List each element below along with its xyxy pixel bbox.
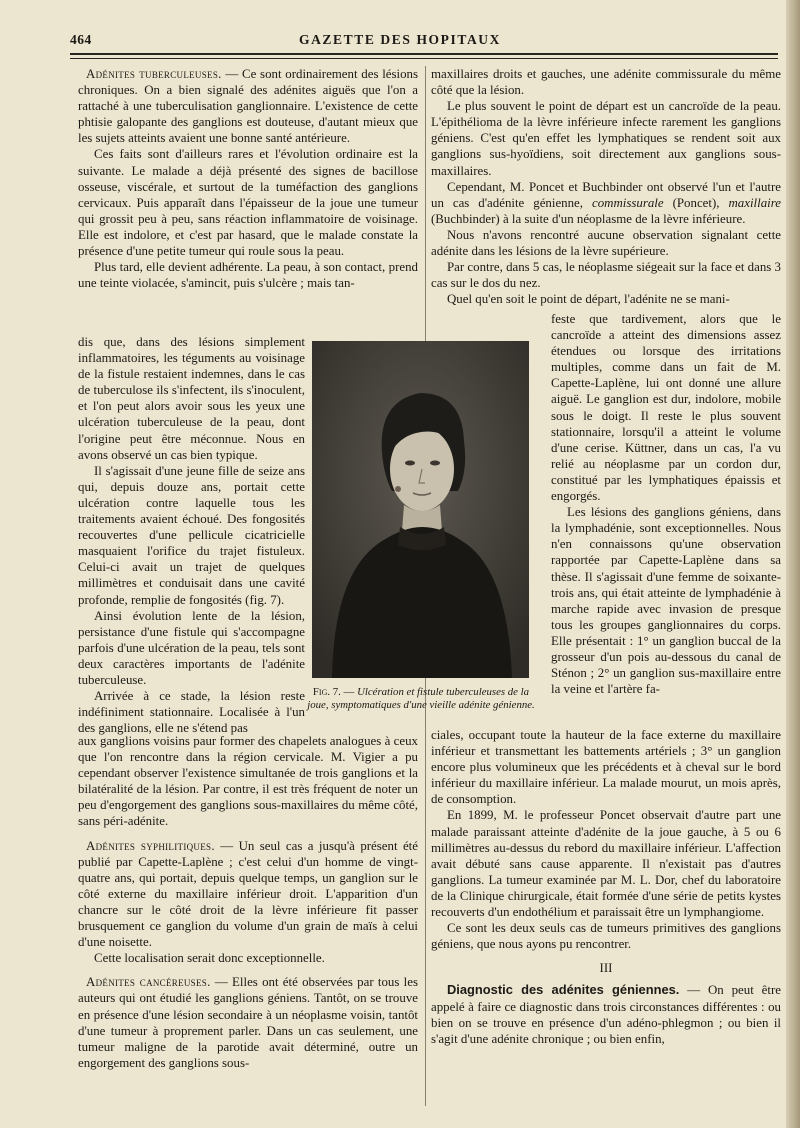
right-column-bottom (431, 727, 781, 1047)
paragraph: Ainsi évolution lente de la lésion, persistance d'une fistule qui s'accompagne parfois d'une ulcération de la peau, tels sont deux caractères importants de l'adénite tuberculeuse. (78, 608, 305, 687)
paragraph: En 1899, M. le professeur Poncet observait d'autre part une malade paraissant atteinte d'adénite de la joue gauche, à 5 ou 6 millimètres au-dessus du rebord du maxillaire inférieur. L'affection avait débuté sans cause apparente. Il n'existait pas d'autres ganglions. La tumeur examinée par M. L. Dor, chef du laboratoire de la Clinique chirurgicale, était formée d'une série de petits kystes recouverts d'un endothélium et paraissait être un lymphangiome. (431, 808, 781, 920)
italic-term: maxillaire (728, 195, 781, 210)
portrait-illustration (312, 341, 529, 678)
paragraph: feste que tardivement, alors que le cancroïde a atteint des dimensions assez étendues ou lorsque des irritations multiples, comme dans un fait de M. Capette-Laplène, lui ont donné une allure aiguë. Le ganglion est dur, indolore, mobile sous le doigt. Il reste le plus souvent stationnaire, lorsqu'il a atteint le volume d'une cerise. Küttner, dans un cas, l'a vu relié au néoplasme par un cordon dur, constitué par les lymphatiques épaissis et engorgés. (551, 312, 781, 504)
paragraph (431, 179, 781, 227)
paragraph: ciales, occupant toute la hauteur de la face externe du maxillaire inférieur et transmettant les battements artériels ; 3° un ganglion encore plus volumineux que les précédents et à cheval sur le bord inférieur du maxillaire inférieur. La malade mourut, un mois après, de consomption. (431, 728, 781, 807)
paragraph-text: (Buchbinder) à la suite d'un néoplasme de la lèvre inférieure. (431, 211, 746, 226)
paragraph-text: — Elles ont été observées par tous les auteurs qui ont étudié les ganglions géniens. Tantôt, on se trouve en présence d'une lésion secondaire à un néoplasme voisin, tantôt d'une tumeur à proprement parler. Dans un cas seulement, une tumeur maligne de la parotide avait déterminé, outre un engorgement des ganglions sous- (78, 975, 418, 1070)
paragraph: Le plus souvent le point de départ est un cancroïde de la peau. L'épithélioma de la lèvre inférieure infecte rarement les ganglions géniens. C'est qu'en effet les lymphatiques se rendent soit aux ganglions sus-hyoïdiens, soit directement aux ganglions sous-maxillaires. (431, 99, 781, 178)
figure-caption-text: Ulcération et fistule tuberculeuses de la joue, symptomatiques d'une vieille adénite génienne. (307, 686, 535, 711)
section-heading-diagnostic: Diagnostic des adénites géniennes. (447, 982, 680, 998)
paragraph: Il s'agissait d'une jeune fille de seize ans qui, depuis douze ans, portait cette ulcération contre laquelle tous les traitements avaient échoué. Des fongosités recouvertes d'une pellicule cicatricielle masquaient l'orifice du trajet fistuleux. Celui-ci avait un trajet de quelques millimètres et conduisait dans une cavité profonde, remplie de fongosités (fig. 7). (78, 463, 305, 607)
paragraph-text: — On peut être appelé à faire ce diagnostic dans trois circonstances différentes : ou bien on se trouve en présence d'un adéno-phlegmon ; ou bien il s'agit d'une adénite chronique ; ou bien enfin, (431, 983, 781, 1046)
running-title: GAZETTE DES HOPITAUX (298, 32, 502, 47)
right-column-top (431, 66, 781, 307)
section-heading-syphilitiques: Adénites syphilitiques. (86, 838, 215, 853)
paragraph: Les lésions des ganglions géniens, dans la lymphadénie, sont exceptionnelles. Nous n'en connaissons qu'une observation rapportée par Capette-Laplène dans sa thèse. Il s'agissait d'une femme de soixante-trois ans, qui était atteinte de lymphadénie à marche rapide avec invasion de presque tous les groupes ganglionnaires du corps. Elle présentait : 1° un ganglion buccal de la grosseur d'un pois au-dessous du canal de Sténon ; 2° un ganglion sus-maxillaire entre la veine et l'artère fa- (551, 505, 781, 697)
paragraph: Cette localisation serait donc exceptionnelle. (94, 951, 325, 966)
paragraph (431, 982, 781, 1046)
section-heading-tuberculeuses: Adénites tuberculeuses. (86, 67, 222, 81)
paragraph-text: — Un seul cas a jusqu'à présent été publié par Capette-Laplène ; c'est celui d'un homme de vingt-quatre ans, qui portait, depuis quelque temps, un ganglion sur le côté externe du maxillaire inférieur droit. L'apparition d'un chancre sur le côté droit de la lèvre inférieure fit passer brusquement ce ganglion du volume d'un grain de maïs à celui d'une noisette. (78, 838, 418, 950)
figure-label: Fig. 7. — (312, 686, 355, 698)
header-rule-thin (70, 58, 778, 59)
figure-photograph (312, 341, 529, 678)
figure-caption (306, 686, 536, 712)
paragraph: maxillaires droits et gauches, une adénite commissurale du même côté que la lésion. (431, 67, 781, 98)
paragraph: dis que, dans des lésions simplement inflammatoires, les téguments au voisinage de la fistule restaient indemnes, dans le cas de tuberculose ils s'infectent, ils s'inoculent, et l'on peut alors avoir sous les yeux une ulcération tuberculeuse de la peau, dont l'origine peut être méconnue. Nous en avons observé un cas bien typique. (78, 335, 305, 462)
left-column-bottom (78, 733, 418, 1071)
paragraph: Quel qu'en soit le point de départ, l'adénite ne se mani- (447, 292, 730, 307)
section-heading-cancereuses: Adénites cancéreuses. (86, 975, 211, 990)
section-numeral: III (599, 961, 613, 976)
paragraph-text: — Ce sont ordinairement des lésions chroniques. On a bien signalé des adénites aiguës que l'on a rattaché à une tuberculisation ganglionnaire. L'existence de cette phtisie galopante des ganglions est douteuse, d'autant mieux que les sujets atteints avaient une bonne santé antérieure. (78, 67, 418, 146)
paragraph: Ces faits sont d'ailleurs rares et l'évolution ordinaire est la suivante. Le malade a déjà présenté des signes de bacillose osseuse, viscérale, et surtout de la tuméfaction des ganglions cervicaux. Puis apparaît dans l'épaisseur de la joue une tumeur qui grossit peu à peu, sans réaction inflammatoire de voisinage. Elle est indolore, et c'est par hasard, que le malade constate la présence d'une petite tumeur qui roule sous la peau. (78, 147, 418, 259)
page-edge-shadow (786, 0, 800, 1128)
paragraph: Arrivée à ce stade, la lésion reste indéfiniment stationnaire. Localisée à l'un des ganglions, elle ne s'étend pas (78, 689, 305, 736)
right-column-wrap (551, 311, 781, 697)
paragraph: Ce sont les deux seuls cas de tumeurs primitives des ganglions géniens, que nous ayons pu rencontrer. (431, 921, 781, 952)
paragraph-text: (Poncet), (672, 195, 720, 210)
paragraph: aux ganglions voisins paur former des chapelets analogues à ceux que l'on rencontre dans la région cervicale. M. Vigier a pu cependant observer l'existence simultanée de trois ganglions et la bilatéralité de la lésion. Par contre, il est très fréquent de noter un peu d'engorgement des ganglions sous-maxillaires du même côté, sans péri-adénite. (78, 734, 418, 829)
paragraph: Par contre, dans 5 cas, le néoplasme siégeait sur la face et dans 3 cas sur le dos du nez. (431, 260, 781, 291)
paragraph: Plus tard, elle devient adhérente. La peau, à son contact, prend une teinte violacée, s'amincit, puis s'ulcère ; mais tan- (78, 260, 418, 291)
paragraph-text: Cependant, M. Poncet et Buchbinder ont observé l'un et l'autre un cas d'adénite génienne, (431, 179, 781, 210)
paragraph (78, 974, 418, 1071)
italic-term: commissurale (591, 195, 664, 210)
page-number: 464 (70, 32, 92, 47)
left-column-wrap (78, 334, 305, 736)
paragraph: Nous n'avons rencontré aucune observation signalant cette adénite dans les lésions de la lèvre supérieure. (431, 227, 781, 259)
left-column-top (78, 66, 418, 291)
paragraph (78, 838, 418, 951)
paragraph (78, 66, 418, 146)
header-rule (70, 53, 778, 55)
